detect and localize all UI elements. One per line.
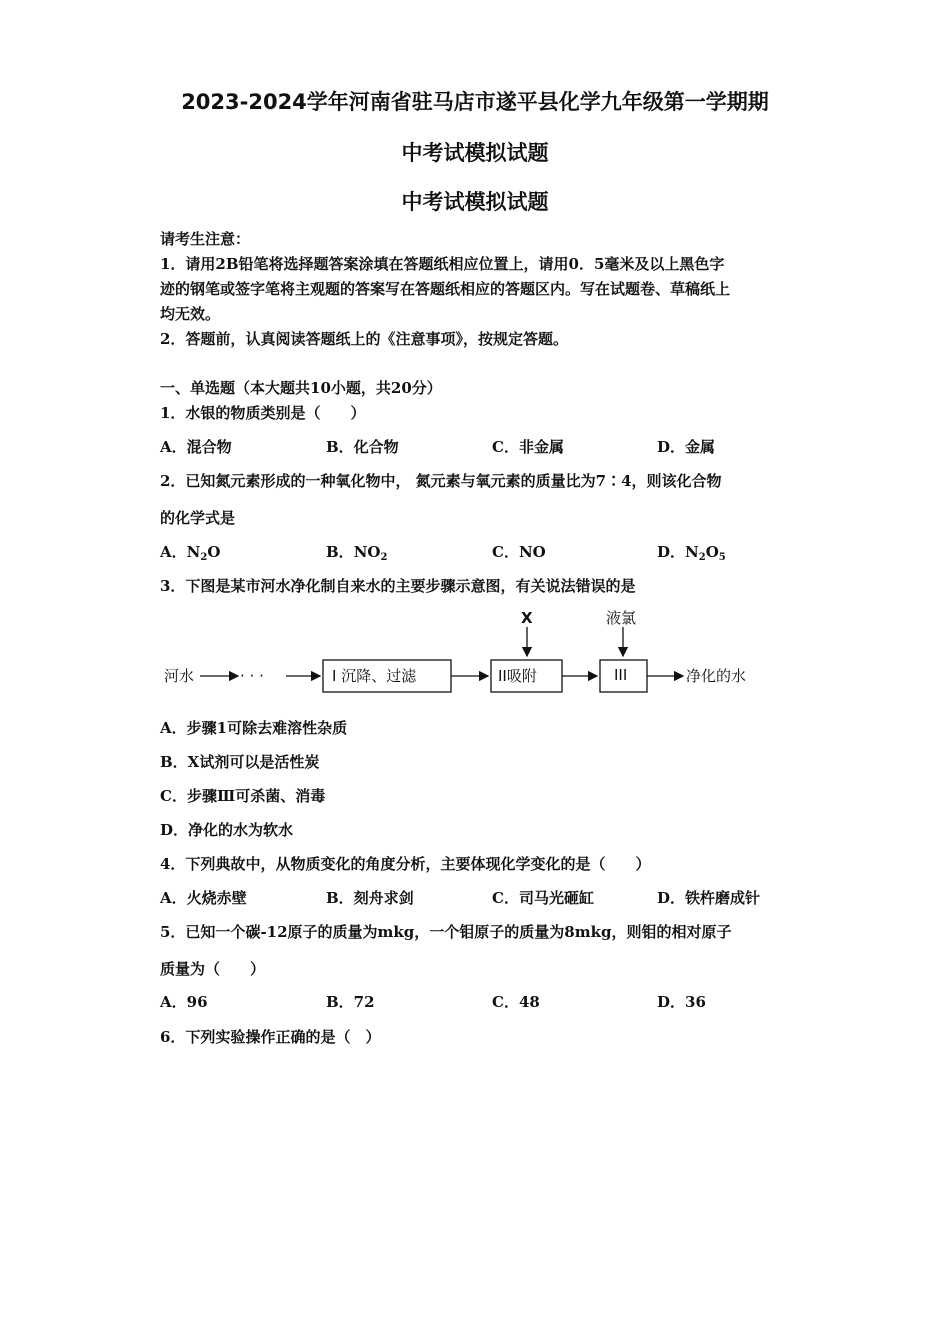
q4-option-b: B．刻舟求剑	[326, 889, 414, 907]
notice-heading: 请考生注意：	[160, 230, 251, 248]
water-purification-diagram	[160, 602, 780, 702]
page-title-line-2: 中考试模拟试题	[401, 141, 549, 165]
step-1-label: I 沉降、过滤	[332, 667, 417, 685]
page-title-line-3: 中考试模拟试题	[401, 190, 549, 214]
section-heading: 一、单选题（本大题共10小题，共20分）	[160, 379, 442, 397]
purified-water-label: 净化的水	[686, 667, 747, 685]
q3-option-a: A．步骤1可除去难溶性杂质	[160, 719, 348, 737]
q5-option-c: C．48	[492, 993, 540, 1011]
q5-option-d: D．36	[657, 993, 706, 1011]
q2-option-a: A．$N_2O$	[160, 543, 221, 563]
liquid-chlorine-label: 液氯	[606, 609, 637, 627]
question-6-stem: 6．下列实验操作正确的是（ ）	[160, 1028, 381, 1046]
q1-option-d: D．金属	[657, 438, 716, 456]
q2-option-b: B．$NO_2$	[326, 543, 388, 563]
river-water-label: 河水	[164, 667, 195, 685]
question-1-stem: 1．水银的物质类别是（ ）	[160, 404, 366, 422]
step-3-label: III	[614, 666, 628, 684]
question-5-stem-line-1: 5．已知一个碳-12原子的质量为mkg，一个钼原子的质量为8mkg，则钼的相对原子	[160, 923, 732, 941]
q2-option-c: C．NO	[492, 543, 546, 561]
question-5-stem-line-2: 质量为（ ）	[160, 960, 266, 978]
notice-item-1-line-1: 1．请用2B铅笔将选择题答案涂填在答题纸相应位置上，请用0．5毫米及以上黑色字	[160, 255, 725, 273]
q1-option-a: A．混合物	[160, 438, 232, 456]
q2-option-d: D．$N_2O_5$	[657, 543, 726, 563]
q4-option-d: D．铁杵磨成针	[657, 889, 761, 907]
step-2-label: II吸附	[498, 667, 537, 685]
question-2-stem-line-1: 2．已知氮元素形成的一种氧化物中， 氮元素与氧元素的质量比为7∶4，则该化合物	[160, 472, 722, 490]
q3-option-b: B．X试剂可以是活性炭	[160, 753, 320, 771]
q3-option-d: D．净化的水为软水	[160, 821, 294, 839]
question-3-stem: 3．下图是某市河水净化制自来水的主要步骤示意图，有关说法错误的是	[160, 577, 636, 595]
question-2-stem-line-2: 的化学式是	[160, 509, 236, 527]
ellipsis-dots: · · ·	[240, 667, 264, 685]
q1-option-c: C．非金属	[492, 438, 564, 456]
notice-item-1-line-2: 迹的钢笔或签字笔将主观题的答案写在答题纸相应的答题区内。写在试题卷、草稿纸上	[160, 280, 731, 298]
q1-option-b: B．化合物	[326, 438, 399, 456]
q3-option-c: C．步骤Ⅲ可杀菌、消毒	[160, 787, 326, 805]
notice-item-2: 2．答题前，认真阅读答题纸上的《注意事项》，按规定答题。	[160, 330, 568, 348]
q5-option-b: B．72	[326, 993, 375, 1011]
reagent-x-label: X	[521, 609, 533, 627]
page-title-line-1: 2023-2024学年河南省驻马店市遂平县化学九年级第一学期期	[181, 90, 769, 114]
q4-option-a: A．火烧赤壁	[160, 889, 247, 907]
q4-option-c: C．司马光砸缸	[492, 889, 594, 907]
question-4-stem: 4．下列典故中，从物质变化的角度分析，主要体现化学变化的是（ ）	[160, 855, 651, 873]
notice-item-1-line-3: 均无效。	[160, 305, 221, 323]
q5-option-a: A．96	[160, 993, 208, 1011]
